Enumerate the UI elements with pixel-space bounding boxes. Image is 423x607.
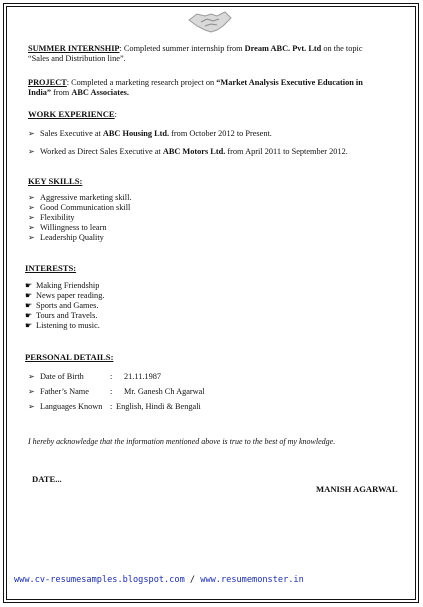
- skill-item: ➢ Aggressive marketing skill.: [28, 193, 132, 203]
- project-text: : Completed a marketing research project on: [66, 78, 217, 87]
- work-experience-title: WORK EXPERIENCE: [28, 109, 115, 119]
- detail-label: Date of Birth: [40, 372, 84, 382]
- signature-name: MANISH AGARWAL: [316, 484, 398, 494]
- personal-detail-row: [28, 372, 410, 382]
- project-title-start: “Market Analysis Executive Education in: [216, 78, 363, 87]
- handshake-icon: [187, 6, 233, 36]
- pointing-hand-icon: ☛: [25, 321, 33, 331]
- personal-details-section: [25, 352, 410, 412]
- detail-label: Father’s Name: [40, 387, 89, 397]
- check-arrow-icon: ➢: [28, 146, 35, 156]
- skill-item: ➢ Flexibility: [28, 213, 75, 223]
- interest-item: ☛ Listening to music.: [25, 321, 100, 331]
- pointing-hand-icon: ☛: [25, 311, 33, 321]
- detail-sep: :: [110, 402, 113, 412]
- interest-item: ☛ Tours and Travels.: [25, 311, 98, 321]
- key-skills-section: [28, 176, 413, 243]
- internship-topic: “Sales and Distribution line”.: [28, 53, 126, 63]
- pointing-hand-icon: ☛: [25, 291, 33, 301]
- work-item-text: Sales Executive at ABC Housing Ltd. from October 2012 to Present.: [40, 128, 272, 138]
- internship-company: Dream ABC. Pvt. Ltd: [244, 44, 322, 53]
- declaration: I hereby acknowledge that the information mentioned above is true to the best of my knowledge.: [28, 437, 336, 446]
- work-experience-colon: :: [114, 110, 117, 119]
- personal-details-title: PERSONAL DETAILS:: [25, 352, 114, 362]
- key-skills-title: KEY SKILLS:: [28, 176, 83, 186]
- summer-internship-text: : Completed summer internship from: [119, 44, 245, 53]
- project-org: ABC Associates.: [71, 87, 129, 97]
- check-arrow-icon: ➢: [28, 387, 35, 397]
- interest-item: ☛ News paper reading.: [25, 291, 105, 301]
- check-arrow-icon: ➢: [28, 233, 35, 243]
- summer-internship-label: SUMMER INTERNSHIP: [28, 44, 120, 53]
- project-label: PROJECT: [28, 78, 67, 87]
- check-arrow-icon: ➢: [28, 193, 35, 203]
- check-arrow-icon: ➢: [28, 203, 35, 213]
- check-arrow-icon: ➢: [28, 402, 35, 412]
- skill-item: ➢ Good Communication skill: [28, 203, 131, 213]
- detail-value: 21.11.1987: [124, 372, 162, 382]
- interest-item: ☛ Making Friendship: [25, 281, 100, 291]
- footer-separator: /: [184, 575, 201, 585]
- personal-detail-row: [28, 402, 410, 412]
- check-arrow-icon: ➢: [28, 372, 35, 382]
- pointing-hand-icon: ☛: [25, 281, 33, 291]
- work-item: [28, 129, 413, 139]
- footer-link-cv-resumesamples[interactable]: www.cv-resumesamples.blogspot.com: [14, 575, 185, 585]
- project-title-end: India”: [28, 87, 52, 97]
- check-arrow-icon: ➢: [28, 223, 35, 233]
- footer-link-resumemonster[interactable]: www.resumemonster.in: [200, 575, 304, 585]
- project-section: [28, 78, 413, 98]
- summer-internship-section: [28, 44, 413, 64]
- interests-title: INTERESTS:: [25, 263, 77, 273]
- detail-sep: :: [110, 372, 113, 382]
- detail-value: English, Hindi & Bengali: [116, 402, 201, 412]
- summer-internship-text-end: on the topic: [321, 44, 363, 53]
- pointing-hand-icon: ☛: [25, 301, 33, 311]
- work-item-text: Worked as Direct Sales Executive at ABC Motors Ltd. from April 2011 to September 2012.: [40, 146, 348, 156]
- personal-detail-row: [28, 387, 410, 397]
- check-arrow-icon: ➢: [28, 213, 35, 223]
- work-item: [28, 147, 413, 157]
- skill-item: ➢ Willingness to learn: [28, 223, 107, 233]
- project-text-end: from: [51, 87, 72, 97]
- detail-value: Mr. Ganesh Ch Agarwal: [124, 387, 205, 397]
- work-experience-section: [28, 109, 413, 157]
- interests-section: [25, 263, 410, 331]
- date-label: DATE...: [32, 474, 62, 484]
- detail-sep: :: [110, 387, 113, 397]
- check-arrow-icon: ➢: [28, 128, 35, 138]
- skill-item: ➢ Leadership Quality: [28, 233, 104, 243]
- interest-item: ☛ Sports and Games.: [25, 301, 99, 311]
- footer: [14, 575, 304, 585]
- detail-label: Languages Known: [40, 402, 103, 412]
